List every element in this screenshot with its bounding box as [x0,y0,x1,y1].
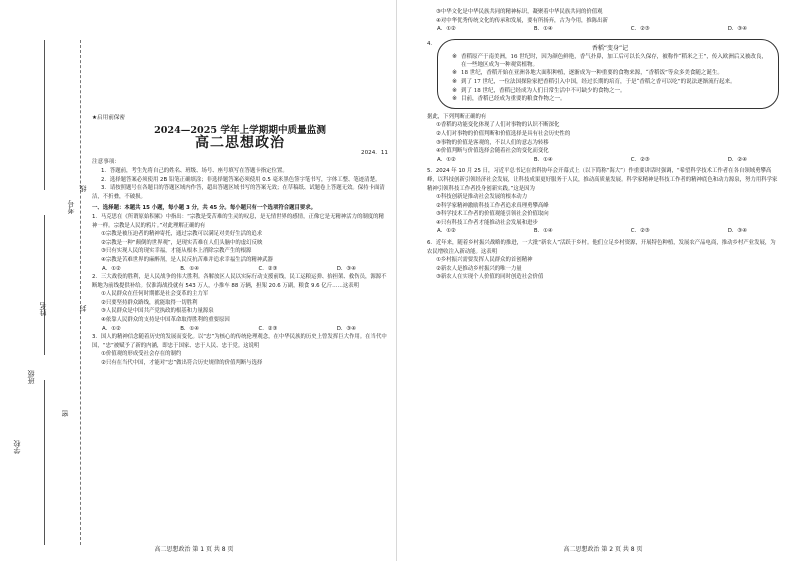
exam-title: 2024—2025 学年上学期期中质量监测 [154,124,326,136]
q5-item: ②科学家精神激励科技工作者追求真理勇攀高峰 [436,202,549,209]
page-footer: 高二思想政治 第 1 页 共 8 页 [154,546,234,553]
q2-options [92,325,388,334]
binding-word-mi: 密 [61,410,69,417]
option-c: C．②③ [630,26,650,33]
binding-word-feng: 封 [79,305,87,312]
option-b: B．①④ [533,228,553,235]
tag-line-text: 到了 17 世纪，一位法国探险家把香稻引入中国，经过长期的培育，于是“香稻之香可以吃”的说法逐渐流行起来。 [461,78,736,85]
option-a: A．①② [102,325,121,332]
tag-line [452,69,768,78]
question-1-stem: 1．马克思在《所谓原始积累》中指出：“宗教是受苦难的生灵的叹息，是无情世界的感情，正像它是无精神活力的制度的精神一样。宗教是人民的鸦片。”对此理解正确的有 [92,213,384,229]
option-a: A．①② [102,265,121,272]
option-b: B．①④ [180,325,199,332]
note-item: 2．选择题答案必须使用 2B 铅笔正确填涂；非选择题答案必须使用 0.5 毫米黑色签字笔书写，字体工整、笔迹清楚。 [101,176,381,183]
option-b: B．①④ [533,156,553,163]
q6-item: ①乡村振兴需要发挥人民群众的首创精神 [436,257,533,264]
school-label: 学校 [13,440,21,454]
option-c: C．②③ [630,156,650,163]
tag-line [452,78,768,87]
q1-item: ②宗教是一种“颠倒的世界观”，是现实苦难在人们头脑中的虚幻反映 [101,239,263,246]
q1-item: ①宗教是被压迫者的精神寄托，通过宗教可以满足对美好生活的追求 [101,231,263,238]
binding-line [44,215,45,355]
question-4-number: 4． [427,40,436,47]
q3-item: ④对中华优秀传统文化的传承和发展，要有所扬弃，古为今用，推陈出新 [436,17,608,24]
question-4 [427,34,779,113]
q3-item: ③中华文化是中华民族共同的精神标识，凝聚着中华民族共同的价值观 [436,9,603,15]
option-d: D．③④ [336,325,356,332]
q6-item: ③新农人在实现个人价值的同时创造社会价值 [436,274,544,281]
q5-item: ③科学技术工作者的价值观能引领社会价值取向 [436,211,549,218]
tag-line-text: 到了 18 世纪，香稻已经成为人们日常生活中不可缺少的食物之一。 [461,87,626,94]
rice-icon: ※ [452,86,458,94]
tag-line-text: 18 世纪，香稻开始在亚洲各地大面积种植，逐渐成为一种重要的食物来源，“香稻饭”等众多美食随之诞生。 [461,70,723,77]
q4-item: ①香稻的功能变化体现了人们对事物的认识不断深化 [436,122,560,129]
q5-item: ①科技创新是推动社会发展的根本动力 [436,194,528,201]
q5-options [427,227,779,236]
subject-title: 高二思想政治 [195,135,285,152]
right-page [397,0,794,561]
q1-options [92,265,388,274]
binding-line [44,40,45,190]
question-4-stem: 据此，下列判断正确的有 [427,113,487,120]
q4-item: ②人们对事物的价值判断和价值选择是具有社会历史性的 [436,130,571,137]
exam-no-label: 考号 [67,200,75,214]
q1-item: ④宗教是苦难世界的麻醉剂，是人民反抗苦难并追求幸福生活的精神武器 [101,256,273,263]
option-c: C．②③ [630,228,650,235]
page-footer: 高二思想政治 第 2 页 共 8 页 [563,546,643,553]
tag-line-text: 目前，香稻已经成为重要的粮食作物之一。 [461,96,566,103]
q6-item: ②新农人是推动乡村振兴的唯一力量 [436,265,522,272]
question-3-stem: 3．国人的精神信念随着历史的发展而变化。以“忠”为核心的传统伦理观念，在中华民族的历史上曾发挥巨大作用。在当代中国，“忠”被赋予了新的内涵，即忠于国家、忠于人民、忠于党。这说明 [92,334,387,349]
option-a: A．①② [437,156,456,163]
left-content [92,8,388,368]
q2-item: ②只要坚持群众路线，就能取得一切胜利 [101,299,198,306]
option-a: A．①② [437,228,456,235]
tag-line [452,53,768,69]
option-d: D．③④ [727,228,747,235]
option-b: B．①④ [180,265,199,272]
q4-item: ④价值判断与价值选择会随着社会的变化而变化 [436,148,549,155]
option-c: C．②③ [258,265,278,272]
secret-mark: ★启用前保密 [92,115,125,121]
name-label: 姓名 [39,302,47,316]
option-d: D．③④ [336,265,356,272]
question-5-stem: 5．2024 年 10 月 25 日，习近平总书记在省科协年会开幕式上（以下简称“海大”）作重要讲话时强调，“希望科学技术工作者在各自领域勇攀高峰，以科技创新引领经济社会发展，让科技成果更好服务于人民，推动高质量发展。科学家精神是科技工作者的精神底色和动力源泉，努力用科学家精神引领科技工作者投身创新实践。”这是因为 [427,168,778,192]
tag-line [452,87,768,96]
class-label: 班级 [27,370,35,384]
rice-icon: ※ [452,95,458,103]
q2-item: ④依靠人民群众的支持是中国革命取得胜利的重要原因 [101,317,230,324]
exam-date: 2024．11 [361,149,388,156]
q3-item: ①价值观的形成受社会存在的制约 [101,351,182,358]
option-c: C．②③ [258,325,278,332]
notes-title: 注意事项： [92,159,120,166]
option-d: D．②④ [727,156,747,163]
tag-line-text: 香稻原产于南美洲，16 世纪时，因为颜色鲜艳，香气扑鼻，加工后可以长久保存，被称作“稻米之王”，传入欧洲后又被改良，在一些地区成为一种观赏植物。 [461,54,767,69]
binding-word-xian: 线 [79,185,87,192]
q1-item: ③只有实现人民的现实幸福，才能从根本上消除宗教产生的根源 [101,248,252,255]
rice-icon: ※ [452,53,458,61]
q5-item: ④只有科技工作者才能推动社会发展和进步 [436,219,538,226]
binding-line [44,380,45,545]
section-heading: 一、选择题：本题共 15 小题，每小题 3 分，共 45 分。每小题只有一个选项符合题目要求。 [92,205,317,212]
right-content [427,8,779,282]
question-6-stem: 6．近年来，随着乡村振兴战略的推进，一大批“新农人”活跃于乡村。他们立足乡村资源，开展特色种植，发展农产品电商，推动乡村产业发展，为农民增收注入新动能。这表明 [427,240,776,255]
q3-options [427,25,779,34]
note-item: 3．请按照题号在各题目的答题区域内作答，超出答题区域书写的答案无效；在草稿纸、试题卷上答题无效。保持卡面清洁，不折叠，不破损。 [92,185,385,200]
tag-card [437,39,779,109]
option-a: A．①② [437,26,456,33]
rice-icon: ※ [452,77,458,85]
tag-card-title: 香稻“变身”记 [591,44,629,52]
q4-item: ③事物的价值是客观的，不以人们的意志为转移 [436,139,549,146]
q2-item: ③人民群众是中国共产党执政的根基和力量源泉 [101,308,214,315]
question-2-stem: 2．三大战役的胜利，是人民战争的伟大胜利。各解放区人民以实际行动支援前线，民工运粮运弹、抬担架、救伤员，源源不断地为前线提供补给。仅淮海战役就有 543 万人，小推车 88 万辆，担架 20.6 万副，粮食 9.6 亿斤……这表明 [92,274,387,289]
note-item: 1．答题前，考生先将自己的姓名、班级、场号、座号填写在答题卡指定位置。 [101,167,288,174]
q2-item: ①人民群众在任何时期都是社会变革的主力军 [101,291,209,298]
tag-line [452,95,768,104]
option-d: D．③④ [727,26,747,33]
option-b: B．①④ [533,26,553,33]
q4-options [427,156,779,165]
binding-strip [8,40,87,545]
q3-item: ②只有在当代中国，才能对“忠”做出符合历史规律的价值判断与选择 [101,360,263,367]
rice-icon: ※ [452,69,458,77]
